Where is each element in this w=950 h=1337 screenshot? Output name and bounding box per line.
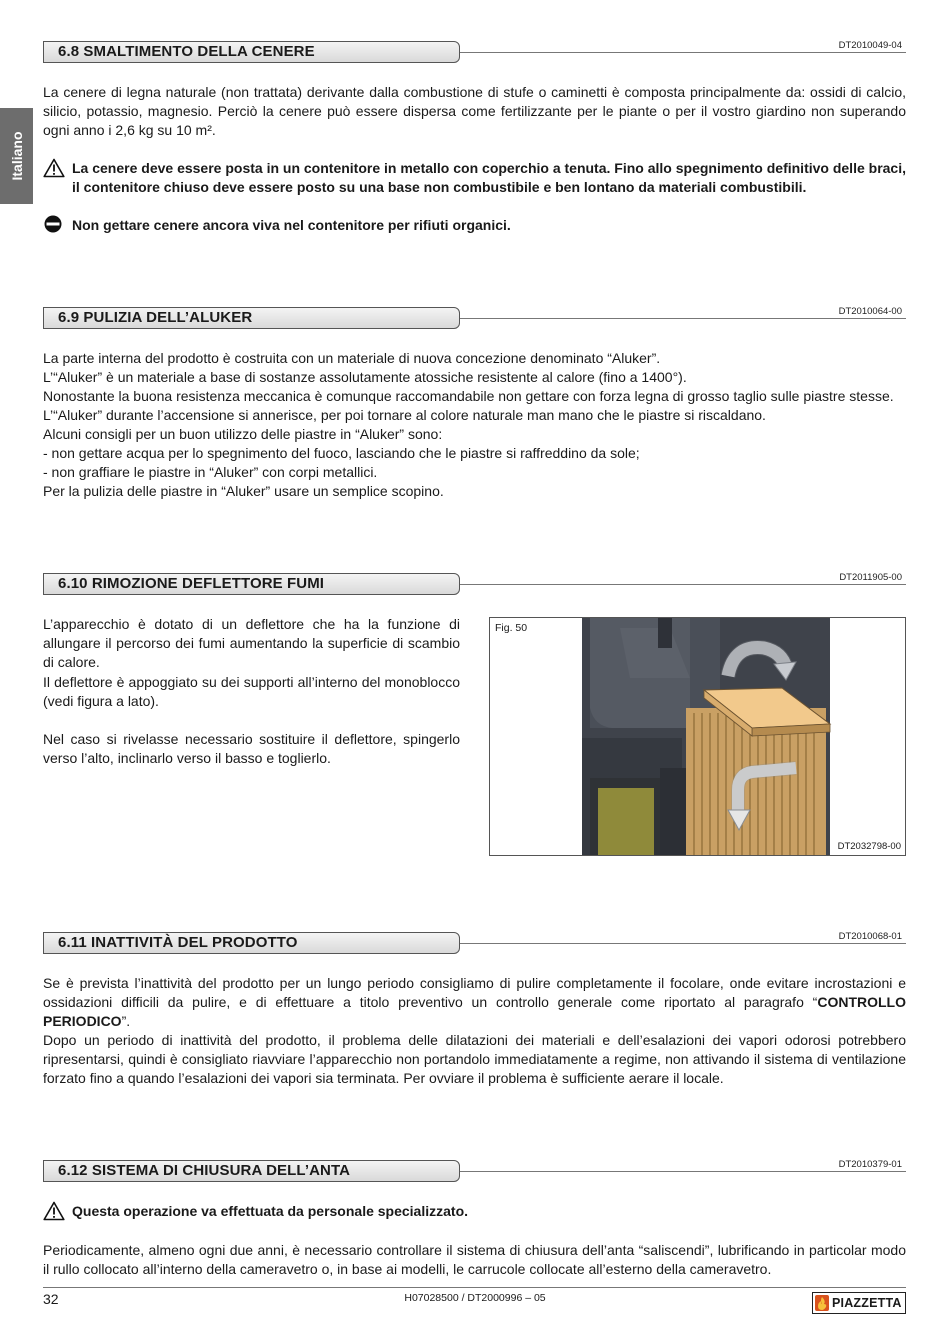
paragraph-door-closure: Periodicamente, almeno ogni due anni, è necessario controllare il sistema di chiusura dell’anta “saliscendi”, lubrificando in particolar modo il rullo collocato all’interno della cameravetro o, in base ai modelli, le carrucole collocate all’esterno della cameravetro. bbox=[43, 1242, 906, 1277]
figure-50 bbox=[489, 617, 906, 856]
section-title-6-10: 6.10 RIMOZIONE DEFLETTORE FUMI bbox=[43, 573, 460, 595]
section-title-6-11: 6.11 INATTIVITÀ DEL PRODOTTO bbox=[43, 932, 460, 954]
list-item: - non gettare acqua per lo spegnimento del fuoco, lasciando che le piastre si raffreddino da sole; bbox=[43, 445, 640, 461]
warning-specialist bbox=[43, 1202, 906, 1222]
page-number: 32 bbox=[43, 1291, 59, 1307]
paragraph-inactivity-2: Dopo un periodo di inattività del prodotto, il problema delle dilatazioni dei materiali e dell’esalazioni dei vapori odorosi potrebbero ripresentarsi, quindi è consigliato riavviare l’apparecchio non portandolo immediatamente a regime, non attivando il sistema di ventilazione forzato fino a quando l’esalazioni dei vapori sia terminata. Per ovviare il problema è sufficiente aerare il locale. bbox=[43, 1032, 906, 1086]
reference-periodic-check: CONTROLLO PERIODICO bbox=[43, 994, 906, 1029]
paragraph-deflector-1: L’apparecchio è dotato di un deflettore che ha la funzione di allungare il percorso dei fumi aumentando la superficie di scambio di calore. bbox=[43, 616, 460, 670]
paragraph-inactivity-1 bbox=[43, 974, 906, 1031]
language-tab bbox=[0, 108, 33, 204]
section-rule bbox=[460, 318, 906, 319]
brand-name: PIAZZETTA bbox=[832, 1296, 902, 1310]
section-rule bbox=[460, 1171, 906, 1172]
section-rule bbox=[460, 584, 906, 585]
section-code: DT2010064-00 bbox=[838, 306, 902, 317]
prohibition-text: Non gettare cenere ancora viva nel contenitore per rifiuti organici. bbox=[72, 217, 511, 233]
language-tab-label: Italiano bbox=[8, 131, 25, 181]
brand-logo bbox=[812, 1292, 906, 1314]
section-code: DT2010068-01 bbox=[838, 931, 902, 942]
paragraph-ash-disposal: La cenere di legna naturale (non trattata) derivante dalla combustione di stufe o caminetti è composta principalmente da: ossidi di calcio, silicio, potassio, magnesio. Perciò la cenere può essere dispersa come fertilizzante per le piante o per il vostro giardino non superando ogni anno i 2,6 kg su 10 m². bbox=[43, 84, 906, 138]
text-line: Nonostante la buona resistenza meccanica è comunque raccomandabile non gettare con forza legna di grosso taglio sulle piastre stesse. bbox=[43, 388, 894, 404]
text-line: L’“Aluker” durante l’accensione si annerisce, per poi tornare al colore naturale man mano che le piastre si riscaldano. bbox=[43, 407, 766, 423]
paragraph-deflector-3: Nel caso si rivelasse necessario sostituire il deflettore, spingerlo verso l’alto, inclinarlo verso il basso e toglierlo. bbox=[43, 731, 460, 766]
warning-triangle-icon bbox=[43, 158, 65, 178]
deflector-illustration bbox=[490, 618, 905, 855]
figure-label: Fig. 50 bbox=[495, 622, 528, 634]
warning-text: La cenere deve essere posta in un contenitore in metallo con coperchio a tenuta. Fino allo spegnimento definitivo delle braci, il contenitore chiuso deve essere posto su una base non combustibile e ben lontano da materiali combustibili. bbox=[72, 160, 906, 195]
paragraph-deflector-2: Il deflettore è appoggiato su dei supporti all’interno del monoblocco (vedi figura a lato). bbox=[43, 674, 460, 709]
text-run: Se è prevista l’inattività del prodotto per un lungo periodo consigliamo di pulire completamente il focolare, onde evitare incrostazioni e ossidazioni difficili da pulire, e di effettuare a titolo preventivo un controllo generale come riportato al paragrafo “ bbox=[43, 975, 906, 1010]
section-code: DT2011905-00 bbox=[839, 572, 902, 583]
figure-code: DT2032798-00 bbox=[837, 841, 901, 852]
prohibition-icon bbox=[43, 215, 65, 235]
text-line: Per la pulizia delle piastre in “Aluker” usare un semplice scopino. bbox=[43, 483, 444, 499]
text-line: Alcuni consigli per un buon utilizzo delle piastre in “Aluker” sono: bbox=[43, 426, 443, 442]
document-code: H07028500 / DT2000996 – 05 bbox=[404, 1292, 546, 1304]
section-code: DT2010049-04 bbox=[838, 40, 902, 51]
section-rule bbox=[460, 943, 906, 944]
prohibition-live-ash bbox=[43, 216, 906, 236]
section-rule bbox=[460, 52, 906, 53]
warning-ash-container bbox=[43, 159, 906, 199]
warning-triangle-icon bbox=[43, 1201, 65, 1221]
flame-icon bbox=[815, 1295, 829, 1311]
warning-text: Questa operazione va effettuata da personale specializzato. bbox=[72, 1203, 469, 1219]
text-line: La parte interna del prodotto è costruita con un materiale di nuova concezione denominato “Aluker”. bbox=[43, 350, 661, 366]
section-title-6-12: 6.12 SISTEMA DI CHIUSURA DELL’ANTA bbox=[43, 1160, 460, 1182]
section-title-6-8: 6.8 SMALTIMENTO DELLA CENERE bbox=[43, 41, 460, 63]
paragraph-aluker bbox=[43, 349, 906, 501]
text-run: ”. bbox=[121, 1013, 131, 1029]
list-item: - non graffiare le piastre in “Aluker” con corpi metallici. bbox=[43, 464, 378, 480]
text-line: L’“Aluker” è un materiale a base di sostanze assolutamente atossiche resistente al calore (fino a 1400°). bbox=[43, 369, 687, 385]
section-code: DT2010379-01 bbox=[838, 1159, 902, 1170]
footer-rule bbox=[43, 1287, 906, 1288]
section-title-6-9: 6.9 PULIZIA DELL’ALUKER bbox=[43, 307, 460, 329]
